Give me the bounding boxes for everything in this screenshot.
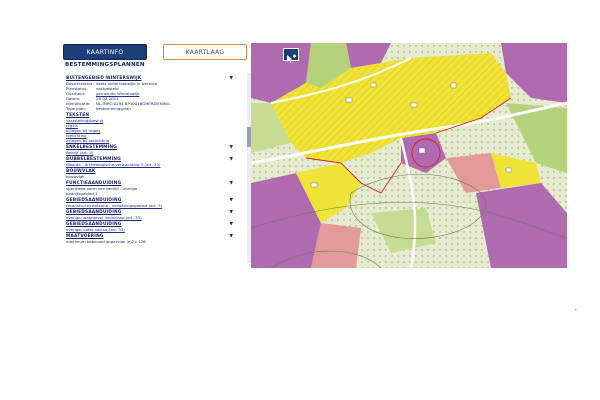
zoning-map: [251, 43, 567, 268]
plan-field-value: NL.IMRO.0294.BP1001BGHERZIENING-: [96, 101, 172, 106]
teksten-link[interactable]: regels: [66, 123, 78, 128]
teksten-link[interactable]: toelichting: [66, 133, 87, 138]
plan-field-value[interactable]: gemeente Winterswijk: [96, 91, 140, 96]
plan-fields: [66, 81, 249, 111]
functieaanduiding-heading: FUNCTIEAANDUIDING: [66, 181, 122, 186]
plan-field-value: bestemmingsplan: [96, 106, 131, 111]
plan-name[interactable]: BUITENGEBIED WINTERSWIJK: [66, 76, 142, 81]
building: [506, 168, 511, 172]
dubbelbestemming-link[interactable]: Waarde - Archeologische verwachting 3 (art. 23): [66, 162, 161, 167]
bouwvlak-text: bouwvlak: [66, 174, 85, 179]
panel-title: BESTEMMINGSPLANNEN: [65, 62, 145, 68]
maatvoering-text: maximum bebouwd oppervlak (m2): 126: [66, 239, 146, 244]
building: [411, 103, 417, 107]
chevron-down-icon[interactable]: ▼: [229, 76, 233, 81]
bouwvlak-heading: BOUWVLAK: [66, 169, 96, 174]
functieaanduiding-line: bedrijfsgebied 1: [66, 191, 98, 196]
gebiedsaanduiding-link[interactable]: overige: natte natuur (art. 33): [66, 227, 125, 232]
chevron-down-icon[interactable]: ▼: [229, 234, 233, 239]
building: [371, 83, 376, 87]
functieaanduiding-section: [63, 181, 249, 196]
gebiedsaanduiding-section-3: [63, 222, 249, 232]
plan-field-value: deels onherroepelijk in werking: [96, 81, 157, 86]
plan-field-label: Planstatus:: [66, 86, 88, 91]
chevron-down-icon[interactable]: ▼: [229, 198, 233, 203]
plan-field-label: Dossierstatus:: [66, 81, 94, 86]
scan-mark: •: [574, 307, 578, 314]
chevron-down-icon[interactable]: ▼: [229, 157, 233, 162]
chevron-down-icon[interactable]: ▼: [229, 210, 233, 215]
plan-field-label: Overheid:: [66, 91, 86, 96]
maatvoering-heading: MAATVOERING: [66, 234, 104, 239]
chevron-down-icon[interactable]: ▼: [229, 145, 233, 150]
teksten-heading: TEKSTEN: [66, 113, 90, 118]
teksten-link[interactable]: vaststellingsbesluit: [66, 118, 104, 123]
map-view[interactable]: [251, 43, 567, 268]
building: [311, 183, 317, 187]
enkelbestemming-section: [63, 145, 249, 155]
dubbelbestemming-section: [63, 157, 249, 167]
plan-field-label: Identificatie:: [66, 101, 91, 106]
info-panel: [63, 62, 249, 268]
gebiedsaanduiding-section-2: [63, 210, 249, 220]
teksten-link[interactable]: bijlagen bij regels: [66, 128, 101, 133]
building: [346, 98, 352, 102]
teksten-section: [63, 113, 249, 143]
plan-field-value: 28-02-2011: [96, 96, 119, 101]
plan-field-value: vastgesteld: [96, 86, 119, 91]
teksten-link[interactable]: bijlagen bij toelichting: [66, 138, 110, 143]
gebiedsaanduiding-heading: GEBIEDSAANDUIDING: [66, 198, 122, 203]
tab-kaartlaag[interactable]: KAARTLAAG: [163, 44, 247, 60]
gebiedsaanduiding-section-1: [63, 198, 249, 208]
chevron-down-icon[interactable]: ▼: [229, 222, 233, 227]
plan-section: [63, 76, 249, 111]
teksten-links: [66, 118, 249, 143]
building: [419, 148, 425, 153]
plan-field-label: Type plan:: [66, 106, 86, 111]
enkelbestemming-heading: ENKELBESTEMMING: [66, 145, 117, 150]
tab-kaartinfo[interactable]: KAARTINFO: [63, 44, 147, 60]
gebiedsaanduiding-heading: GEBIEDSAANDUIDING: [66, 210, 122, 215]
gebiedsaanduiding-heading: GEBIEDSAANDUIDING: [66, 222, 122, 227]
bouwvlak-section: [63, 169, 249, 179]
chevron-down-icon[interactable]: ▼: [229, 181, 233, 186]
plan-field-label: Datum:: [66, 96, 81, 101]
enkelbestemming-link[interactable]: Bedrijf (art. 4): [66, 150, 94, 155]
gebiedsaanduiding-link[interactable]: reconstructiewetzone - verwevingsgebied (art. 3): [66, 203, 163, 208]
gebiedsaanduiding-link[interactable]: overige: waardevol landschap (art. 33): [66, 215, 142, 220]
plan-field-row: [66, 106, 249, 111]
building: [451, 83, 456, 88]
functieaanduiding-line: specifieke vorm van bedrijf - overige: [66, 186, 138, 191]
dubbelbestemming-heading: DUBBELBESTEMMING: [66, 157, 121, 162]
maatvoering-section: [63, 234, 249, 244]
cursor-info-icon[interactable]: [283, 48, 299, 61]
